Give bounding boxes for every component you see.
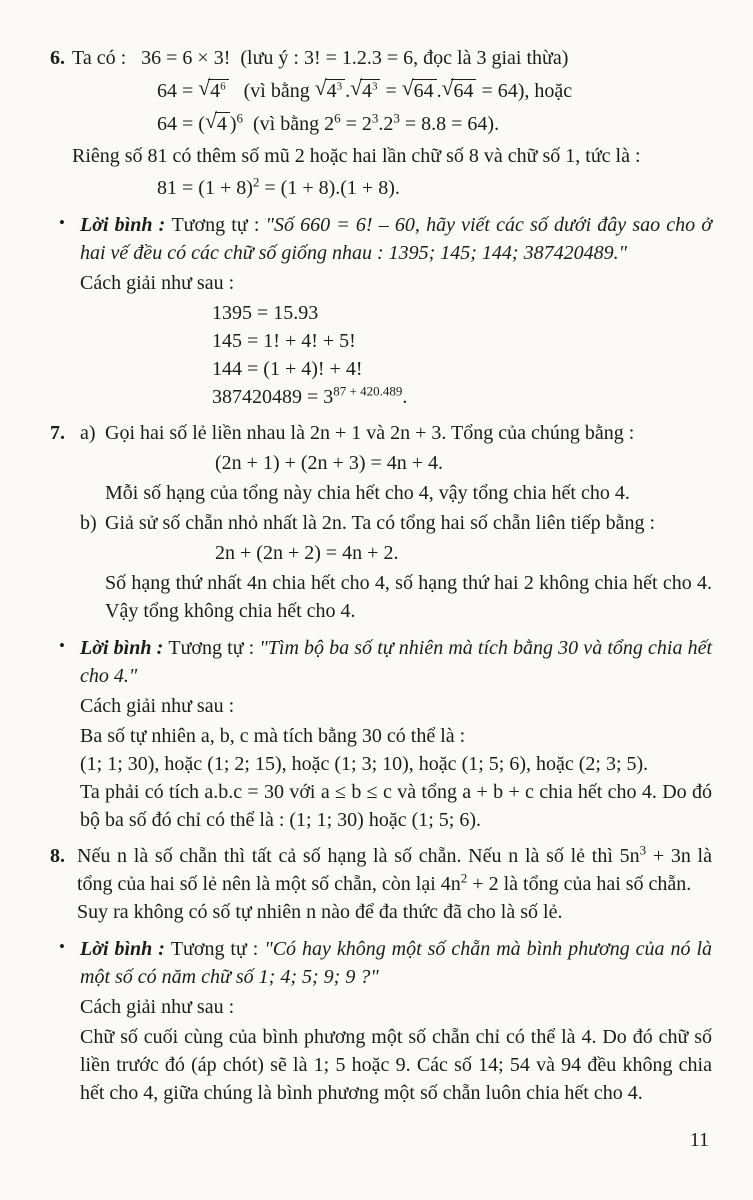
problem-7 [50,419,712,625]
loi-binh-2 [50,634,712,834]
sqrt-radical: √64 [442,76,477,105]
loi-binh-2-quote-line [80,634,712,690]
page-number: 11 [689,1129,709,1151]
part-b-formula: 2n + (2n + 2) = 4n + 2. [215,542,399,564]
bullet-icon: • [59,213,65,232]
formula-1395: 1395 = 15.93 [212,302,319,324]
cach-giai-label: Cách giải như sau : [80,272,235,294]
loi-binh-3 [50,935,712,1107]
problem-7-part-b [50,509,712,625]
loi-binh-1 [50,211,712,411]
part-a-marker: a) [80,422,96,444]
sqrt-radical: √64 [402,76,437,105]
part-b-body [105,509,712,625]
loi-binh-quote: "Tìm bộ ba số tự nhiên mà tích bằng 30 và tổng chia hết cho 4." [80,637,713,687]
part-a-conclusion: Mỗi số hạng của tổng này chia hết cho 4, vậy tổng chia hết cho 4. [105,482,630,504]
loi-binh-1-quote-line [80,211,712,267]
solution-paragraph: Riêng số 81 có thêm số mũ 2 hoặc hai lần chữ số 8 và chữ số 1, tức là : [72,145,641,167]
final-solution-paragraph: Chữ số cuối cùng của bình phương một số chẵn chỉ có thể là 4. Do đó chữ số liền trước đó (áp chót) sẽ là 1; 5 hoặc 9. Các số 14; 54 và 94 đều không chia hết cho 4, giữa chúng là bình phương một số chẵn luôn chia hết cho 4. [80,1026,712,1104]
loi-binh-quote: "Số 660 = 6! – 60, hãy viết các số dưới đây sao cho ở hai vế đều có các chữ số giống nhau : 1395; 145; 144; 387420489." [80,214,713,264]
formula-64-power: 64 = (√4 )$^6$ (vì bằng $2^6 = 2^3.2^3 = 8.8 = 64$). [157,109,712,138]
bullet-icon: • [59,636,65,655]
formula-145: 145 = 1! + 4! + 5! [212,330,356,352]
cach-giai-label: Cách giải như sau : [80,996,235,1018]
loi-binh-label: Lời bình : [80,637,169,659]
solution-paragraph: Nếu n là số chẵn thì tất cả số hạng là số chẵn. Nếu n là số lẻ thì $5n^3 + 3n$ là tổng của hai số lẻ nên là một số chẵn, còn lại $4n^2 + 2$ là tổng của hai số chẵn. [77,842,712,895]
part-b-marker: b) [80,512,97,534]
part-b-conclusion: Số hạng thứ nhất 4n chia hết cho 4, số hạng thứ hai 2 không chia hết cho 4. Vậy tổng không chia hết cho 4. [105,572,712,622]
loi-binh-lead: Tương tự : [170,938,265,960]
formula-144: 144 = (1 + 4)! + 4! [212,358,363,380]
triples-conclusion: Ta phải có tích a.b.c = 30 với a ≤ b ≤ c và tổng a + b + c chia hết cho 4. Do đó bộ ba số đó chỉ có thể là : (1; 1; 30) hoặc (1; 5; 6). [80,781,712,831]
problem-7-part-a [50,419,712,507]
part-a-body [105,419,712,507]
loi-binh-lead: Tương tự : [171,214,266,236]
cach-giai-label: Cách giải như sau : [80,695,235,717]
loi-binh-3-body [80,935,712,1107]
problem-7-number: 7. [50,422,65,444]
loi-binh-lead: Tương tự : [168,637,260,659]
part-a-formula: (2n + 1) + (2n + 3) = 4n + 4. [215,452,444,474]
triples-list: (1; 1; 30), hoặc (1; 2; 15), hoặc (1; 3; 10), hoặc (1; 5; 6), hoặc (2; 3; 5). [80,753,649,775]
problem-6-number: 6. [50,47,65,69]
problem-6-body [72,44,712,202]
solution-intro-line: Ta có : 36 = 6 × 3! (lưu ý : 3! = 1.2.3 = 6, đọc là 3 giai thừa) [72,47,569,69]
formula-387420489: $387420489 = 3^{87 + 420.489}$. [212,383,408,408]
loi-binh-1-body [80,211,712,411]
solution-conclusion: Suy ra không có số tự nhiên n nào để đa thức đã cho là số lẻ. [77,901,563,923]
loi-binh-quote: "Có hay không một số chẵn mà bình phương của nó là một số có năm chữ số 1; 4; 5; 9; 9 ?" [80,938,713,988]
sqrt-radical: $√4^3$ [315,76,345,105]
formula-64-sqrt: $64 = √4^6$ (vì bằng $√4^3$ $.√4^3 = √64$ .√64 = 64), hoặc [157,76,712,105]
loi-binh-2-body [80,634,712,834]
sqrt-radical: $√4^3$ [350,76,380,105]
loi-binh-label: Lời bình : [80,938,171,960]
part-a-text: Gọi hai số lẻ liền nhau là 2n + 1 và 2n + 3. Tổng của chúng bằng : [105,422,635,444]
problem-6 [50,44,712,202]
formula-81: $81 = (1 + 8)^2 = (1 + 8).(1 + 8)$. [157,174,400,199]
sqrt-radical: $√4^6$ [198,76,228,105]
loi-binh-label: Lời bình : [80,214,172,236]
part-b-text: Giả sử số chẵn nhỏ nhất là 2n. Ta có tổng hai số chẵn liên tiếp bằng : [105,512,656,534]
problem-8-number: 8. [50,845,65,867]
problem-8 [50,842,712,926]
bullet-icon: • [59,937,65,956]
loi-binh-3-quote-line [80,935,712,991]
triples-intro: Ba số tự nhiên a, b, c mà tích bằng 30 có thể là : [80,725,466,747]
sqrt-radical: √4 [205,109,230,138]
problem-8-body [77,842,712,926]
